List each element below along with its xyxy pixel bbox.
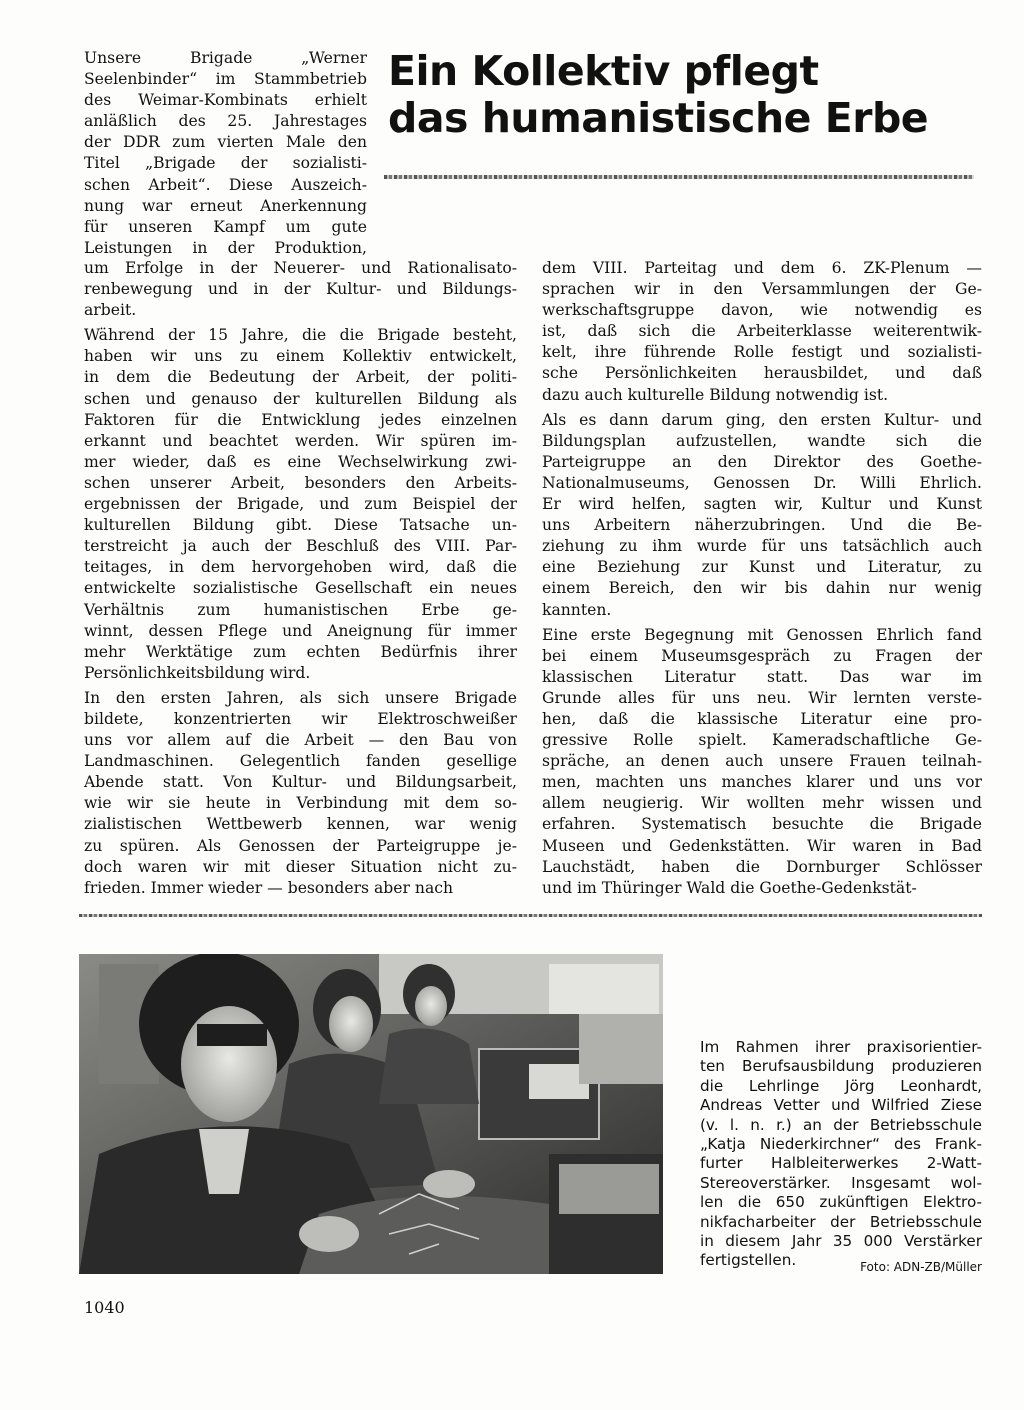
photo-caption: [700, 1038, 982, 1271]
text-line: Verhältnis zum humanistischen Erbe ge-: [84, 600, 517, 619]
caption-line: Stereoverstärker. Insgesamt wol-: [700, 1173, 982, 1192]
text-line: arbeit.: [84, 301, 137, 320]
text-line: Unsere Brigade „Werner Seelenbinder“ im Stammbetrieb: [84, 49, 367, 89]
caption-line: nikfacharbeiter der Betriebsschule: [700, 1212, 982, 1231]
text-line: für unseren Kampf um gute: [84, 217, 367, 236]
text-line: kulturellen Bildung gibt. Diese Tatsache un-: [84, 516, 517, 535]
text-line: Landmaschinen. Gelegentlich fanden gesellige: [84, 752, 517, 771]
paragraph: [84, 688, 517, 899]
text-line: dazu auch kulturelle Bildung notwendig ist.: [542, 385, 889, 404]
text-line: einem Bereich, den wir bis dahin nur wenig: [542, 579, 982, 598]
text-line: dem VIII. Parteitag und dem 6. ZK-Plenum —: [542, 259, 982, 277]
text-line: Persönlichkeitsbildung wird.: [84, 663, 311, 682]
text-line: wie wir sie heute in Verbindung mit dem so-: [84, 794, 517, 813]
text-line: mer wieder, daß es eine Wechselwirkung zwi-: [84, 452, 517, 471]
text-line: kelt, ihre führende Rolle festigt und sozialisti-: [542, 343, 982, 362]
text-line: Nationalmuseums, Genossen Dr. Willi Ehrlich.: [542, 473, 982, 492]
text-line: schen und genauso der kulturellen Bildung als: [84, 389, 517, 408]
text-line: Er wird helfen, sagten wir, Kultur und Kunst: [542, 495, 982, 514]
paragraph: [542, 258, 982, 406]
left-column: [84, 258, 517, 899]
caption-line: ten Berufsausbildung produzieren: [700, 1057, 982, 1076]
text-line: der DDR zum vierten Male den: [84, 133, 367, 152]
text-line: In den ersten Jahren, als sich unsere Brigade: [84, 688, 517, 707]
text-line: ziehung zu ihm wurde für uns tatsächlich auch: [542, 537, 982, 556]
text-line: Grunde alles für uns neu. Wir lernten verste-: [542, 688, 982, 707]
text-line: Während der 15 Jahre, die die Brigade besteht,: [84, 326, 517, 345]
text-line: schen unserer Arbeit, besonders den Arbeits-: [84, 473, 517, 492]
text-line: allem neugierig. Wir wollten mehr wissen und: [542, 794, 982, 813]
text-line: erkannt und beachtet werden. Wir spüren im-: [84, 431, 517, 450]
photo-credit: Foto: ADN-ZB/Müller: [860, 1260, 982, 1274]
text-line: mehr Werktätige zum echten Bedürfnis ihrer: [84, 642, 517, 661]
text-line: und im Thüringer Wald die Goethe-Gedenkstät-: [542, 878, 917, 897]
text-line: zu spüren. Als Genossen der Parteigruppe je-: [84, 836, 517, 855]
text-line: sprachen wir in den Versammlungen der Ge-: [542, 280, 982, 299]
intro-text: [84, 48, 367, 259]
text-line: eine Beziehung zur Kunst und Literatur, zu: [542, 558, 982, 577]
text-line: Eine erste Begegnung mit Genossen Ehrlich fand: [542, 625, 982, 644]
text-line: nung war erneut Anerkennung: [84, 196, 367, 215]
text-line: bei einem Museumsgespräch zu Fragen der: [542, 646, 982, 665]
section-rule: [79, 914, 982, 917]
text-line: Titel „Brigade der sozialisti-: [84, 154, 367, 173]
text-line: entwickelte sozialistische Gesellschaft ein neues: [84, 579, 517, 598]
text-line: klassischen Literatur statt. Das war im: [542, 667, 982, 686]
text-line: bildete, konzentrierten wir Elektroschweißer: [84, 709, 517, 728]
text-line: in dem die Bedeutung der Arbeit, der politi-: [84, 368, 517, 387]
text-line: Abende statt. Von Kultur- und Bildungsarbeit,: [84, 773, 517, 792]
text-line: Museen und Gedenkstätten. Wir waren in Bad: [542, 836, 982, 855]
text-line: hen, daß die klassische Literatur eine pro-: [542, 709, 982, 728]
text-line: frieden. Immer wieder — besonders aber nach: [84, 878, 454, 897]
title-line-2: das humanistische Erbe: [388, 94, 929, 142]
text-line: um Erfolge in der Neuerer- und Rationalisato-: [84, 259, 517, 277]
caption-line: Im Rahmen ihrer praxisorientier-: [700, 1038, 982, 1056]
photo-image: [79, 954, 663, 1274]
text-line: ergebnissen der Brigade, und zum Beispiel der: [84, 495, 517, 514]
caption-line: „Katja Niederkirchner“ des Frank-: [700, 1135, 982, 1154]
caption-line: fertigstellen.: [700, 1251, 797, 1270]
text-line: doch waren wir mit dieser Situation nicht zu-: [84, 857, 517, 876]
text-line: Lauchstädt, haben die Dornburger Schlösser: [542, 857, 982, 876]
text-line: uns vor allem auf die Arbeit — den Bau von: [84, 731, 517, 750]
right-column: [542, 258, 982, 899]
paragraph: [84, 258, 517, 321]
text-line: kannten.: [542, 600, 612, 619]
text-line: anläßlich des 25. Jahrestages: [84, 112, 367, 131]
text-line: werkschaftsgruppe davon, wie notwendig es: [542, 301, 982, 320]
caption-line: len die 650 zukünftigen Elektro-: [700, 1193, 982, 1212]
photo-apprentices: [79, 954, 663, 1274]
page-number: 1040: [84, 1298, 125, 1317]
caption-line: furter Halbleiterwerkes 2-Watt-: [700, 1154, 982, 1173]
text-line: gressive Rolle spielt. Kameradschaftliche Ge-: [542, 731, 982, 750]
text-line: winnt, dessen Pflege und Aneignung für immer: [84, 621, 517, 640]
caption-line: (v. l. n. r.) an der Betriebsschule: [700, 1115, 982, 1134]
text-line: men, machten uns manches klarer und uns vor: [542, 773, 982, 792]
text-line: renbewegung und in der Kultur- und Bildungs-: [84, 280, 517, 299]
text-line: haben wir uns zu einem Kollektiv entwickelt,: [84, 347, 517, 366]
caption-line: in diesem Jahr 35 000 Verstärker: [700, 1232, 982, 1251]
title-line-1: Ein Kollektiv pflegt: [388, 47, 819, 95]
text-line: Als es dann darum ging, den ersten Kultur- und: [542, 410, 982, 429]
text-line: terstreicht ja auch der Beschluß des VIII. Par-: [84, 537, 517, 556]
text-line: spräche, an denen auch unsere Frauen teilnah-: [542, 752, 982, 771]
text-line: erfahren. Systematisch besuchte die Brigade: [542, 815, 982, 834]
caption-line: Andreas Vetter und Wilfried Ziese: [700, 1096, 982, 1115]
paragraph: [84, 325, 517, 684]
text-line: Parteigruppe an den Direktor des Goethe-: [542, 452, 982, 471]
text-line: des Weimar-Kombinats erhielt: [84, 91, 367, 110]
text-line: Faktoren für die Entwicklung jedes einzelnen: [84, 410, 517, 429]
title-rule: [384, 175, 974, 179]
text-line: sche Persönlichkeiten herausbildet, und daß: [542, 364, 982, 383]
text-line: uns Arbeitern näherzubringen. Und die Be-: [542, 516, 982, 535]
paragraph: [542, 410, 982, 621]
article-title: [388, 48, 988, 142]
paragraph: [542, 625, 982, 899]
text-line: ist, daß sich die Arbeiterklasse weiterentwik-: [542, 322, 982, 341]
caption-line: die Lehrlinge Jörg Leonhardt,: [700, 1076, 982, 1095]
text-line: teitages, in dem hervorgehoben wird, daß die: [84, 558, 517, 577]
text-line: zialistischen Wettbewerb kennen, war wenig: [84, 815, 517, 834]
text-line: schen Arbeit“. Diese Auszeich-: [84, 175, 367, 194]
text-line: Bildungsplan aufzustellen, wandte sich die: [542, 431, 982, 450]
text-line: Leistungen in der Produktion,: [84, 238, 367, 257]
